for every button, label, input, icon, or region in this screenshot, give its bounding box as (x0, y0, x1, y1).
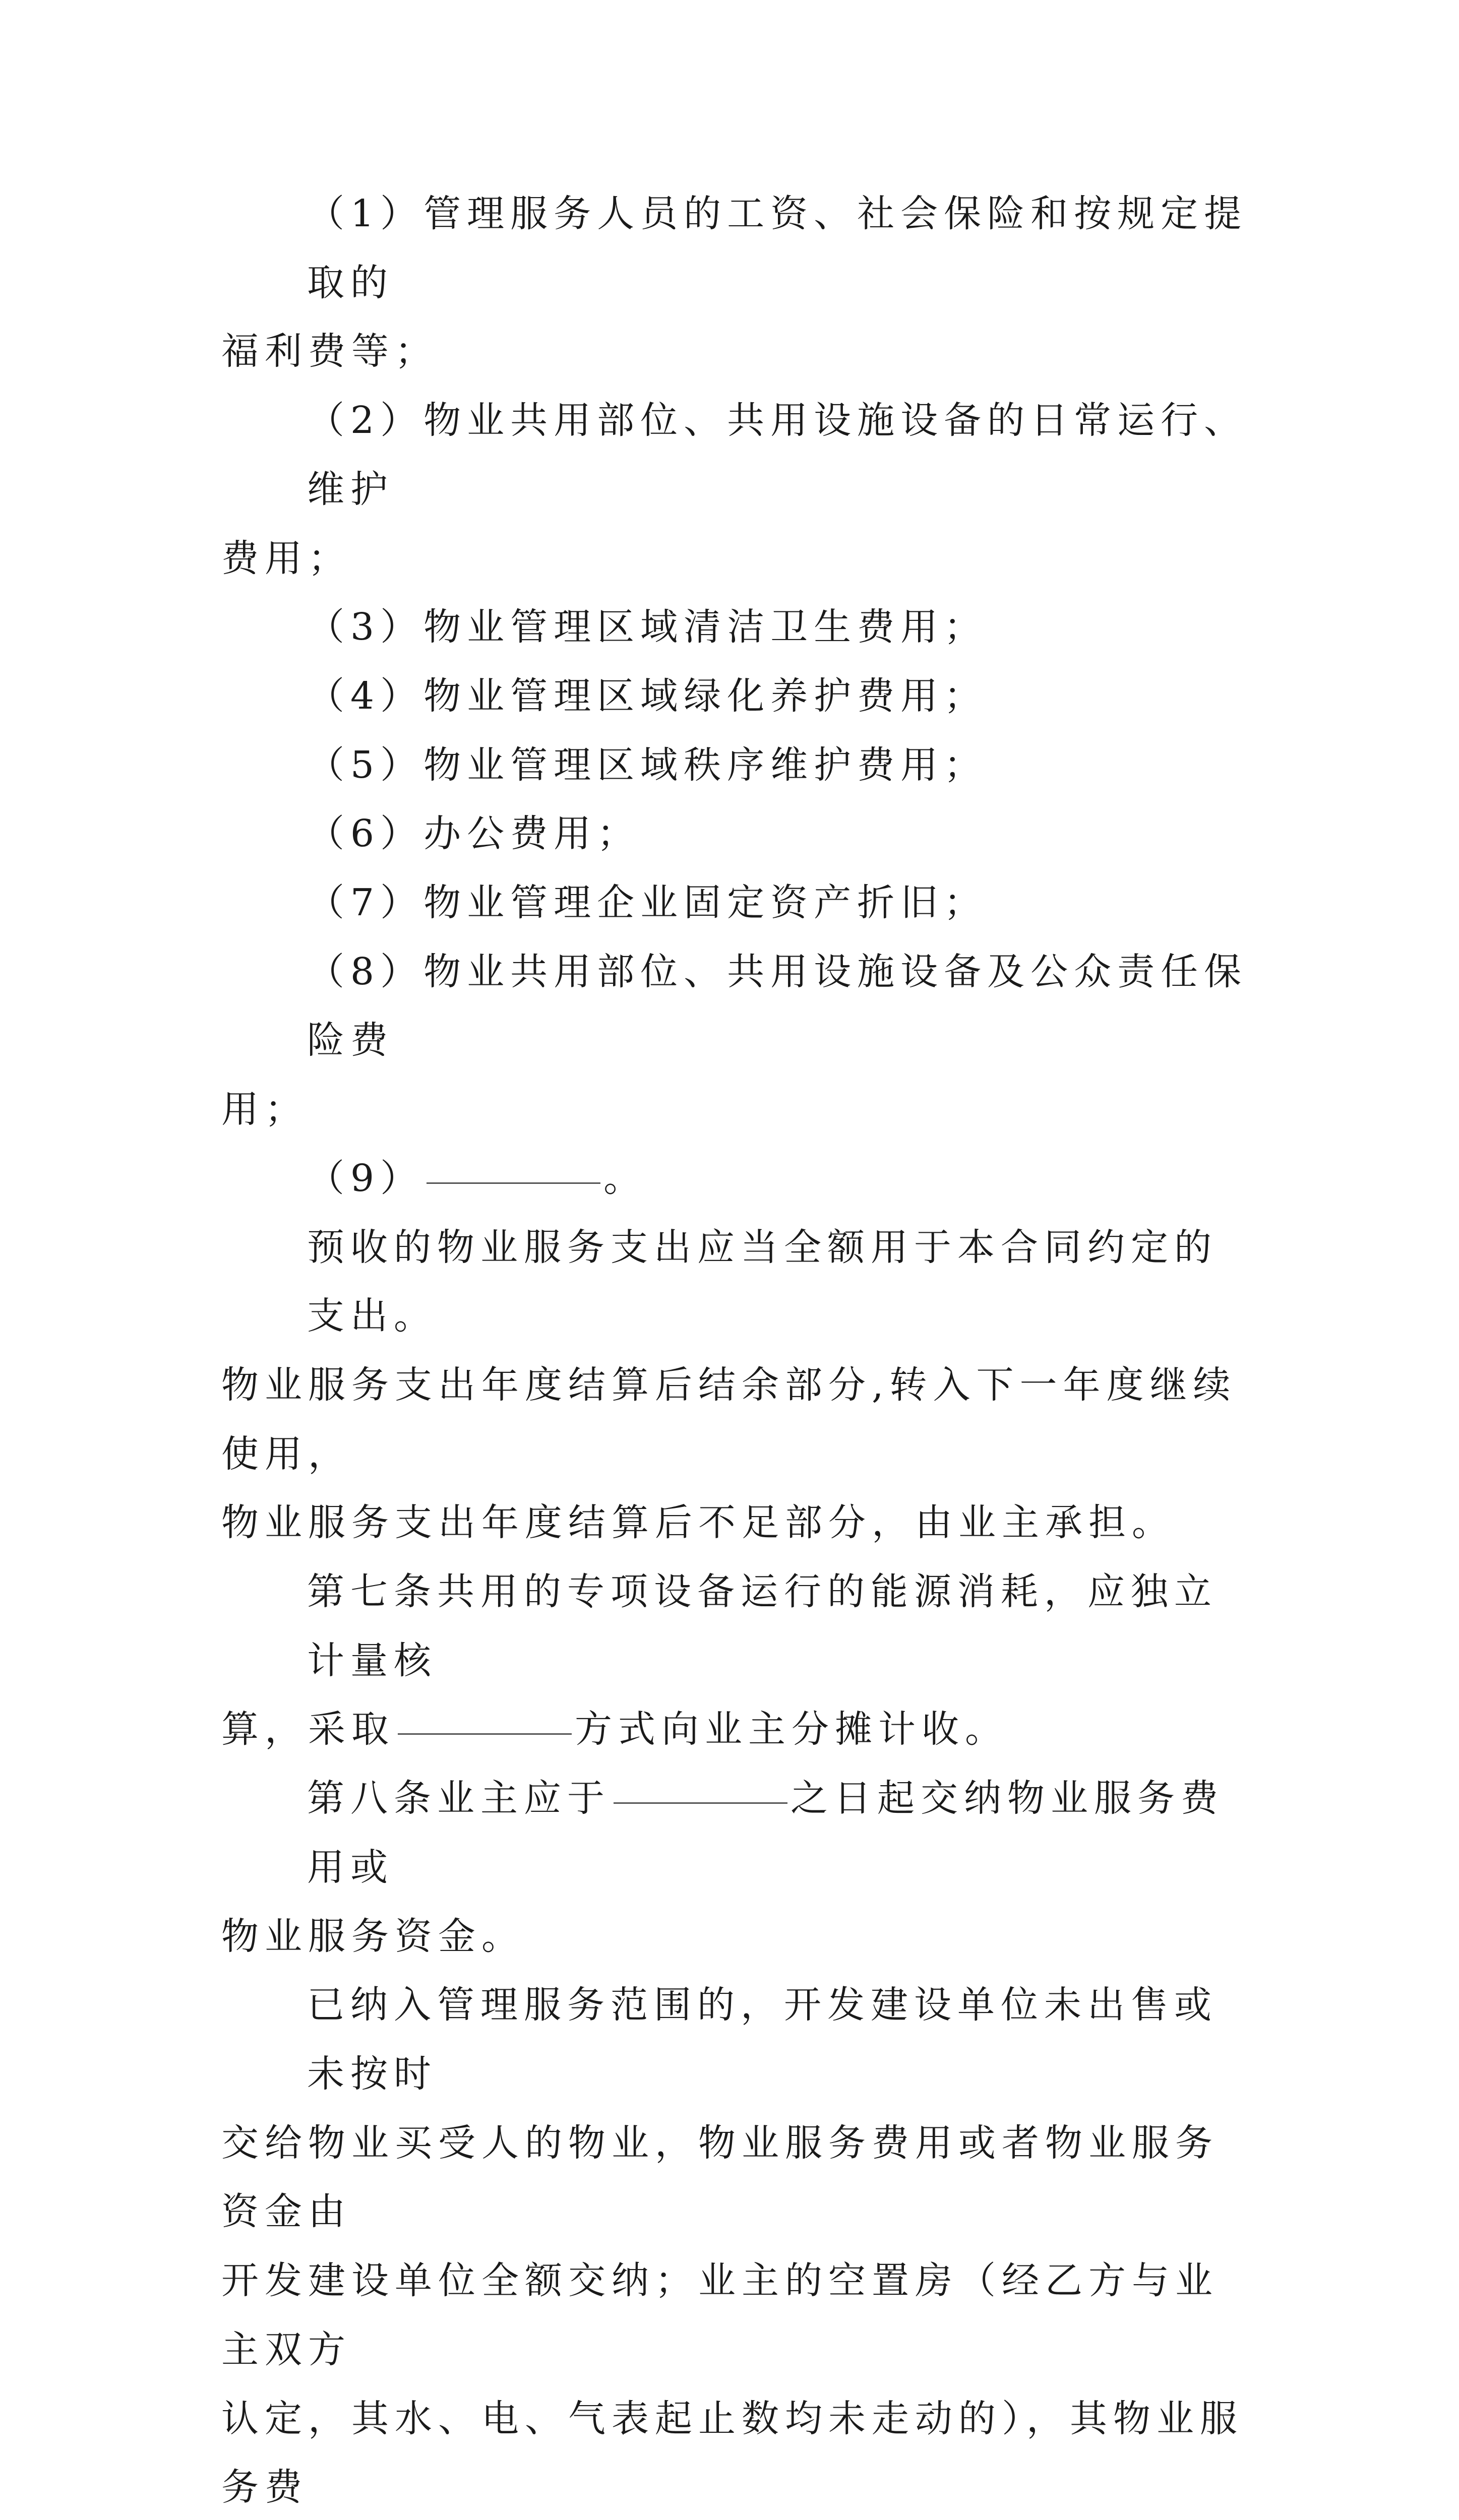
text-line: 开发建设单位全额交纳；业主的空置房（经乙方与业主双方 (221, 2246, 1255, 2384)
text-line: 物业服务支出年度结算后不足部分，由业主承担。 (221, 1488, 1255, 1557)
list-item-9 (221, 1144, 1255, 1213)
fill-in-blank[interactable] (614, 1802, 787, 1804)
article-8 (221, 1764, 1255, 1971)
list-item-5 (221, 731, 1255, 800)
list-item-3 (221, 593, 1255, 662)
line-suffix: 之日起交纳物业服务费用或 (307, 1777, 1224, 1889)
paragraph-unsold-property (221, 1971, 1255, 2520)
text-line: 第七条共用的专项设备运行的能源消耗，应独立计量核 (221, 1557, 1255, 1695)
list-item-8 (221, 937, 1255, 1144)
fill-in-blank[interactable] (398, 1733, 572, 1735)
line-suffix: 方式向业主分摊计收。 (575, 1708, 1008, 1751)
text-line: 费用； (221, 524, 1255, 593)
document-body (221, 179, 1255, 2520)
text-line (221, 1764, 1255, 1902)
text-line (221, 1144, 1255, 1213)
list-item-7 (221, 868, 1255, 937)
text-line: 物业服务支出年度结算后结余部分,转入下一年度继续使用， (221, 1351, 1255, 1488)
text-line: （2）物业共用部位、共用设施设备的日常运行、维护 (221, 386, 1255, 524)
text-line: 物业服务资金。 (221, 1902, 1255, 1971)
text-line: 福利费等； (221, 317, 1255, 386)
text-line: （7）物业管理企业固定资产折旧； (221, 868, 1255, 937)
text-line: （4）物业管理区域绿化养护费用； (221, 662, 1255, 731)
text-line: （6）办公费用； (221, 799, 1255, 868)
list-item-1 (221, 179, 1255, 386)
text-line: （5）物业管理区域秩序维护费用； (221, 731, 1255, 800)
text-line: 预收的物业服务支出应当全额用于本合同约定的支出。 (221, 1213, 1255, 1351)
item-suffix: 。 (603, 1157, 647, 1200)
text-line: 认定，其水、电、气表起止数均未走动的），其物业服务费 (221, 2384, 1255, 2520)
text-line: （1）管理服务人员的工资、社会保险和按规定提取的 (221, 179, 1255, 317)
item-prefix: （9） (307, 1157, 423, 1200)
list-item-6 (221, 799, 1255, 868)
text-line: （3）物业管理区域清洁卫生费用； (221, 593, 1255, 662)
text-line: （8）物业共用部位、共用设施设备及公众责任保险费 (221, 937, 1255, 1075)
text-line (221, 1695, 1255, 1764)
text-line: 交给物业买受人的物业，物业服务费用或者物业服务资金由 (221, 2109, 1255, 2246)
list-item-2 (221, 386, 1255, 593)
paragraph-prepaid-expenditure (221, 1213, 1255, 1558)
list-item-4 (221, 662, 1255, 731)
text-line: 已纳入管理服务范围的，开发建设单位未出售或未按时 (221, 1971, 1255, 2108)
line-prefix: 算，采取 (221, 1708, 395, 1751)
article-7 (221, 1557, 1255, 1764)
fill-in-blank[interactable] (427, 1182, 600, 1184)
text-line: 用； (221, 1075, 1255, 1144)
line-prefix: 第八条业主应于 (307, 1777, 611, 1820)
